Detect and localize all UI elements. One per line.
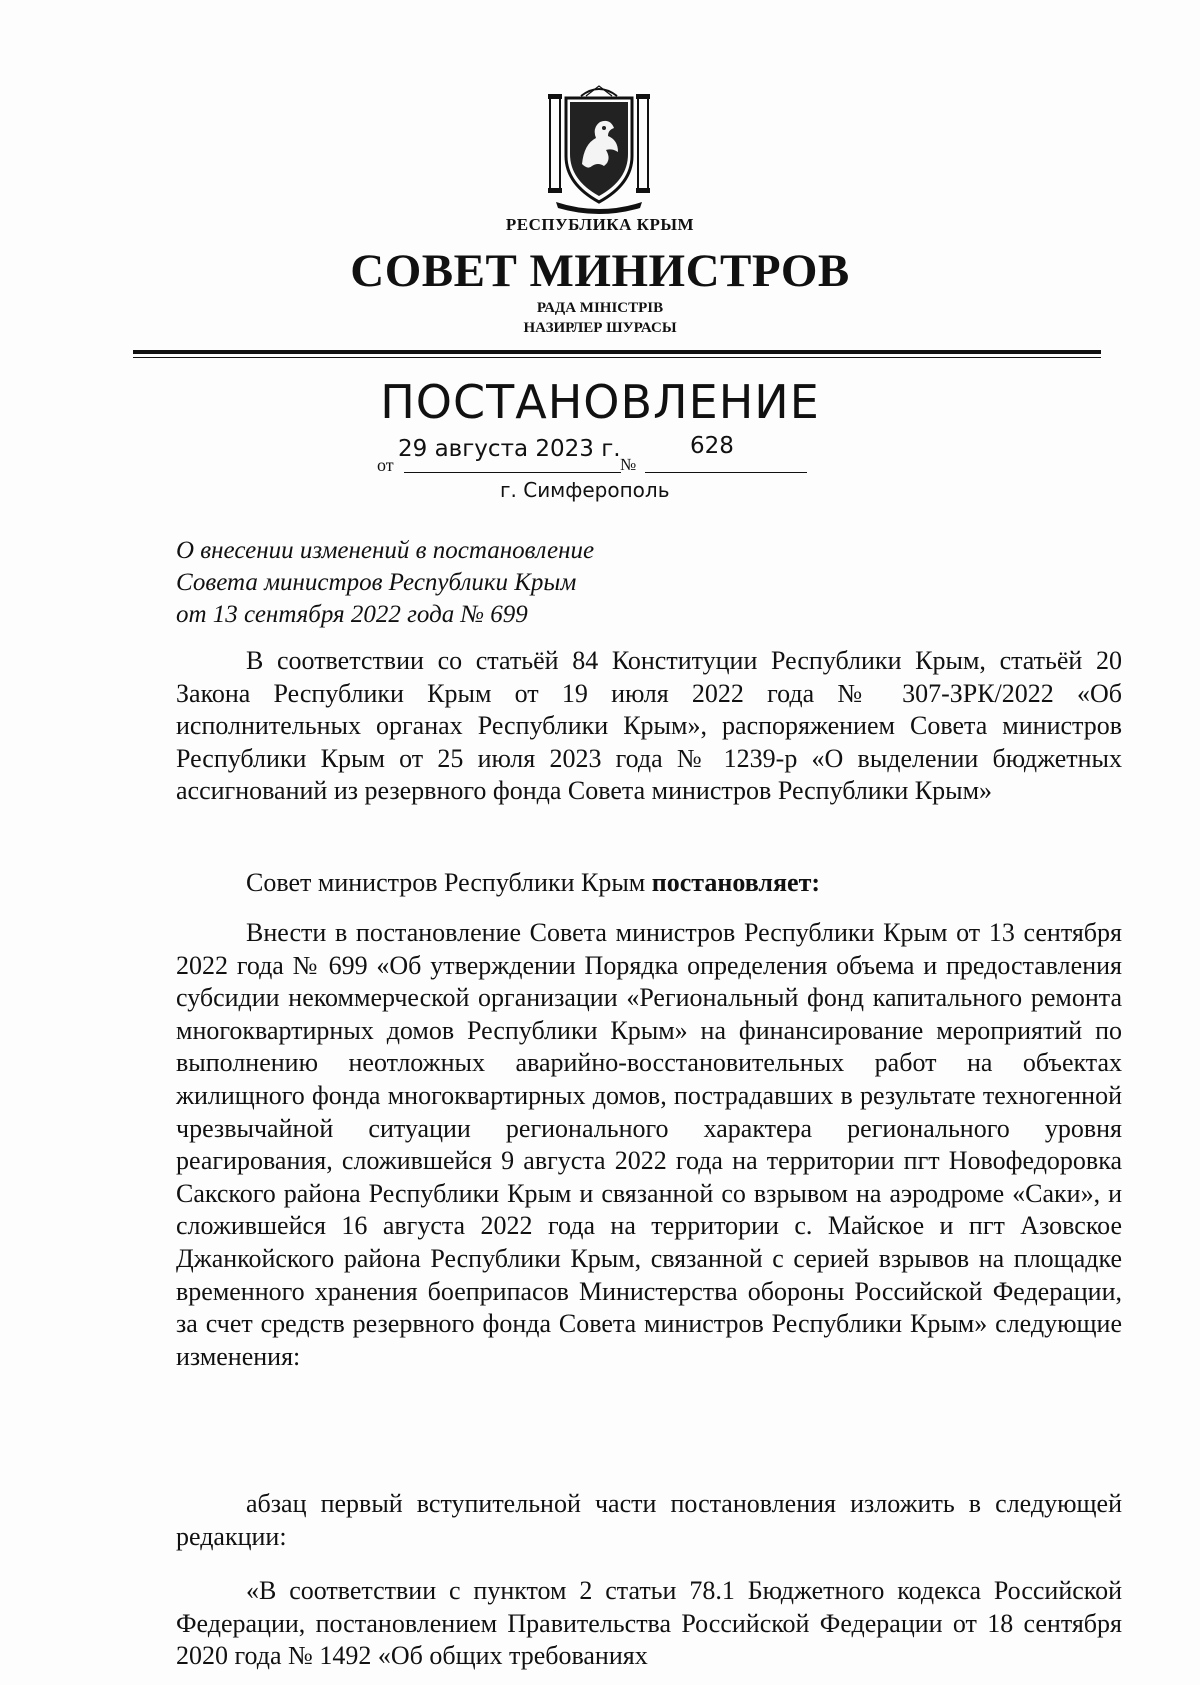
- amendment-text-paragraph: [176, 1575, 1122, 1673]
- resolution-verb: постановляет:: [651, 868, 821, 897]
- republic-title: РЕСПУБЛИКА КРЫМ: [505, 215, 695, 234]
- document-number: 628: [690, 433, 734, 459]
- paragraph-text: В соответствии со статьёй 84 Конституции Республики Крым, статьёй 20 Закона Республики Крым от 19 июля 2022 года № 307-ЗРК/2022 «Об исполнительных органах Республики Крым», распоряжением Совета министров Республики Крым от 25 июля 2023 года № 1239-р «О выделении бюджетных ассигнований из резервного фонда Совета министров Республики Крым»: [176, 646, 1122, 806]
- subject-line: О внесении изменений в постановление: [176, 537, 595, 564]
- subject-line: от 13 сентября 2022 года № 699: [176, 601, 528, 628]
- document-city: г. Симферополь: [500, 478, 670, 502]
- header-divider-thick: [133, 350, 1101, 354]
- resolution-lead: Совет министров Республики Крым: [246, 868, 652, 897]
- paragraph-text: Внести в постановление Совета министров Республики Крым от 13 сентября 2022 года № 699 «Об утверждении Порядка определения объема и предоставления субсидии некоммерческой организации «Региональный фонд капитального ремонта многоквартирных домов Республики Крым» на финансирование мероприятий по выполнению неотложных аварийно-восстановительных работ на объектах жилищного фонда многоквартирных домов, пострадавших в результате техногенной чрезвычайной ситуации регионального характера регионального уровня реагирования, сложившейся 9 августа 2022 года на территории пгт Новофедоровка Сакского района Республики Крым и связанной со взрывом на аэродроме «Саки», и сложившейся 16 августа 2022 года на территории с. Майское и пгт Азовское Джанкойского района Республики Крым, связанной с серией взрывов на площадке временного хранения боеприпасов Министерства обороны Российской Федерации, за счет средств резервного фонда Совета министров Республики Крым» следующие изменения:: [176, 918, 1122, 1371]
- number-underline: [645, 472, 807, 473]
- date-prefix: от: [377, 455, 394, 475]
- paragraph-text: «В соответствии с пунктом 2 статьи 78.1 Бюджетного кодекса Российской Федерации, постановлением Правительства Российской Федерации от 18 сентября 2020 года № 1492 «Об общих требованиях: [176, 1576, 1122, 1671]
- resolution-paragraph: [176, 867, 1122, 900]
- council-title: СОВЕТ МИНИСТРОВ: [350, 245, 850, 297]
- paragraph-text: [176, 867, 1122, 900]
- preamble-paragraph: [176, 645, 1122, 808]
- document-subject: [176, 535, 594, 631]
- date-underline: [404, 472, 621, 473]
- document-type: ПОСТАНОВЛЕНИЕ: [380, 375, 820, 429]
- amendment-paragraph: [176, 917, 1122, 1373]
- amendment-instruction-paragraph: [176, 1488, 1122, 1553]
- document-date: 29 августа 2023 г.: [398, 436, 621, 462]
- paragraph-text: абзац первый вступительной части постановления изложить в следующей редакции:: [176, 1489, 1122, 1551]
- council-title-crh: НАЗИРЛЕР ШУРАСЫ: [523, 320, 677, 336]
- council-title-uk: РАДА МІНІСТРІВ: [536, 300, 664, 316]
- crimea-coat-of-arms-icon: [546, 84, 652, 214]
- header-divider-thin: [133, 357, 1101, 358]
- number-prefix: №: [620, 455, 637, 474]
- subject-line: Совета министров Республики Крым: [176, 569, 577, 596]
